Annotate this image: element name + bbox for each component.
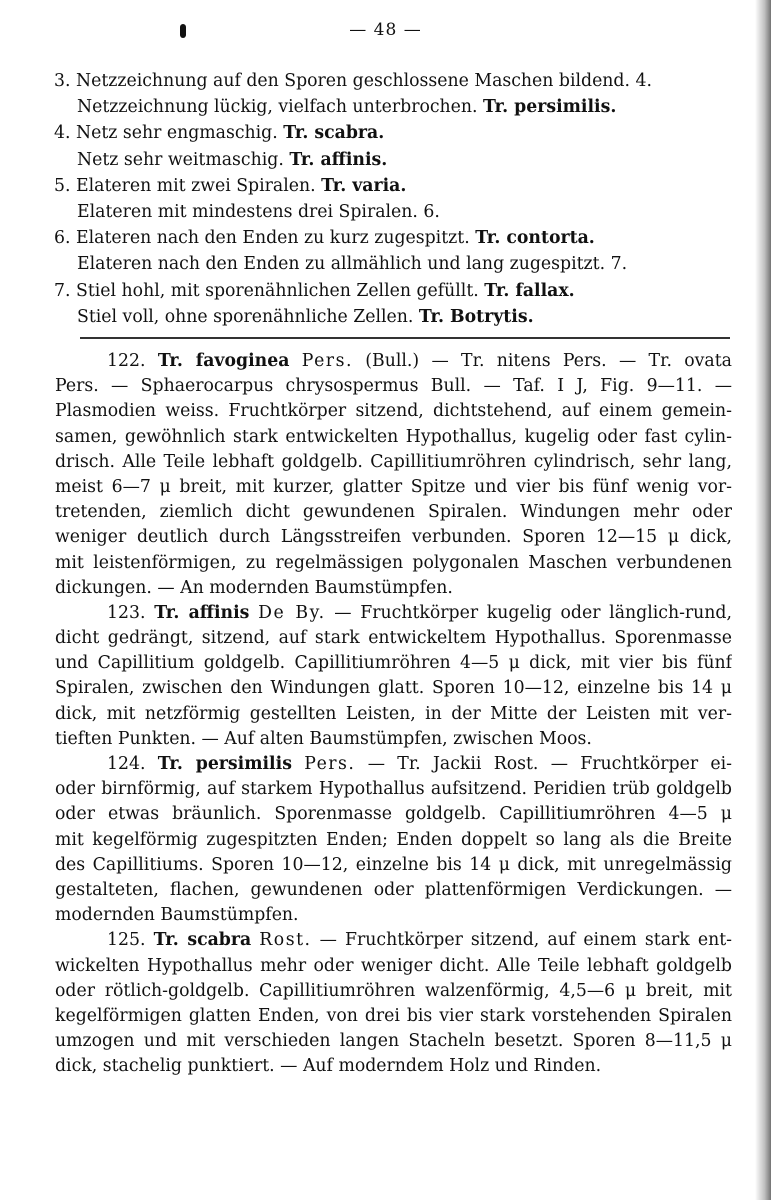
key-taxon: Tr. affinis. [289,149,388,170]
entry-122-first-line [55,349,732,374]
entry-text: — Fruchtkörper kugelig oder länglich-rund, [334,602,732,623]
entry-line: modernden Baumstümpfen. [55,905,299,926]
entry-line: des Capillitiums. Sporen 10—12, einzelne bis 14 μ dick, mit unregelmässig [55,854,732,875]
identification-key [54,68,694,330]
key-number: 7. [54,280,71,301]
entry-line: oder rötlich-goldgelb. Capillitiumröhren walzenförmig, 4,5—6 μ breit, mit [55,980,732,1001]
entry-text: — Tr. Jackii Rost. — Fruchtkörper ei- [367,754,732,775]
key-text: Netz sehr engmaschig. [76,123,278,144]
key-line [54,173,694,199]
entry-line: samen, gewöhnlich stark entwickelten Hypothallus, kugelig oder fast cylin- [55,426,732,447]
key-text: Elateren mit zwei Spiralen. [76,175,316,196]
key-number: 5. [54,175,71,196]
entry-line: kegelförmigen glatten Enden, von drei bis vier stark vorstehenden Spiralen [55,1005,732,1026]
entry-123-first-line [55,601,732,626]
key-text: Netzzeichnung lückig, vielfach unterbrochen. [77,97,478,118]
entry-line: meist 6—7 μ breit, mit kurzer, glatter Spitze und vier bis fünf wenig vor- [55,476,732,497]
entry-taxon: Tr. scabra [153,930,252,951]
entry-line: dick, mit netzförmig gestellten Leisten, in der Mitte der Leisten mit ver- [55,703,732,724]
entry-line: tieften Punkten. — Auf alten Baumstümpfen, zwischen Moos. [55,728,592,749]
key-text: Netzzeichnung auf den Sporen geschlossene Maschen bildend. [76,71,630,91]
key-number: 3. [54,71,71,91]
key-line [54,120,694,146]
entry-line: gestalteten, flachen, gewundenen oder plattenförmigen Verdickungen. — [55,879,732,900]
key-taxon: Tr. Botrytis. [418,306,534,327]
key-line [54,199,694,225]
key-line [54,251,694,277]
entry-line: Plasmodien weiss. Fruchtkörper sitzend, dichtstehend, auf einem gemein- [55,401,732,422]
key-line [54,304,694,330]
entry-line: drisch. Alle Teile lebhaft goldgelb. Capillitiumröhren cylindrisch, sehr lang, [55,451,732,472]
entry-taxon: Tr. favoginea [157,351,290,371]
entry-author: Pers. [304,754,356,775]
entry-text: (Bull.) — Tr. nitens Pers. — Tr. ovata [365,351,732,371]
entry-number: 124. [107,754,146,775]
entry-line: umzogen und mit verschieden langen Stacheln besetzt. Sporen 8—11,5 μ [55,1031,732,1052]
entry-number: 122. [107,351,146,371]
key-number: 6. [54,228,71,249]
entry-author: Rost. [259,930,312,951]
key-line [54,278,694,304]
section-divider [80,337,730,339]
entry-line: dickungen. — An modernden Baumstümpfen. [55,577,453,598]
entry-number: 123. [107,602,146,623]
species-descriptions [55,349,732,1080]
key-text: Stiel hohl, mit sporenähnlichen Zellen gefüllt. [76,280,479,301]
key-ref: 4. [635,71,652,91]
entry-taxon: Tr. affinis [154,602,250,623]
key-line [54,94,694,120]
key-line [54,68,694,94]
entry-author: De By. [258,602,326,623]
key-taxon: Tr. varia. [321,175,407,196]
page-number: — 48 — [349,20,422,40]
entry-line: weniger deutlich durch Längsstreifen verbunden. Sporen 12—15 μ dick, [55,527,732,548]
key-line [54,147,694,173]
entry-line: und Capillitium goldgelb. Capillitiumröhren 4—5 μ dick, mit vier bis fünf [55,653,732,674]
entry-125-first-line [55,928,732,953]
key-text: Netz sehr weitmaschig. [77,149,284,170]
entry-taxon: Tr. persimilis [157,754,292,775]
key-text: Stiel voll, ohne sporenähnliche Zellen. [77,306,414,327]
entry-line: mit leistenförmigen, zu regelmässigen polygonalen Maschen verbundenen [55,552,732,573]
entry-line: Spiralen, zwischen den Windungen glatt. Sporen 10—12, einzelne bis 14 μ [55,678,732,699]
page-edge-shadow [755,0,771,1200]
key-number: 4. [54,123,71,144]
key-line [54,225,694,251]
key-taxon: Tr. scabra. [283,123,385,144]
entry-author: Pers. [301,351,353,371]
entry-line: mit kegelförmig zugespitzten Enden; Enden doppelt so lang als die Breite [55,829,732,850]
key-taxon: Tr. fallax. [484,280,575,301]
entry-line: wickelten Hypothallus mehr oder weniger dicht. Alle Teile lebhaft goldgelb [55,955,732,976]
key-taxon: Tr. contorta. [475,228,595,249]
entry-124-first-line [55,752,732,777]
key-ref: 7. [610,254,628,275]
key-text: Elateren mit mindestens drei Spiralen. [77,202,418,223]
entry-line: oder etwas bräunlich. Sporenmasse goldgelb. Capillitiumröhren 4—5 μ [55,804,732,825]
entry-number: 125. [107,930,146,951]
entry-line: Pers. — Sphaerocarpus chrysospermus Bull. — Taf. I J, Fig. 9—11. — [55,376,732,397]
key-ref: 6. [423,202,440,223]
entry-line: oder birnförmig, auf starkem Hypothallus aufsitzend. Peridien trüb goldgelb [55,779,732,800]
entry-line: dicht gedrängt, sitzend, auf stark entwickeltem Hypothallus. Sporenmasse [55,628,732,649]
key-text: Elateren nach den Enden zu kurz zugespitzt. [76,228,470,249]
entry-text: — Fruchtkörper sitzend, auf einem stark ent- [319,930,732,951]
key-text: Elateren nach den Enden zu allmählich und lang zugespitzt. [77,254,606,275]
entry-line: dick, stachelig punktiert. — Auf moderndem Holz und Rinden. [55,1056,602,1077]
key-taxon: Tr. persimilis. [483,97,617,118]
entry-line: tretenden, ziemlich dicht gewundenen Spiralen. Windungen mehr oder [55,502,732,523]
